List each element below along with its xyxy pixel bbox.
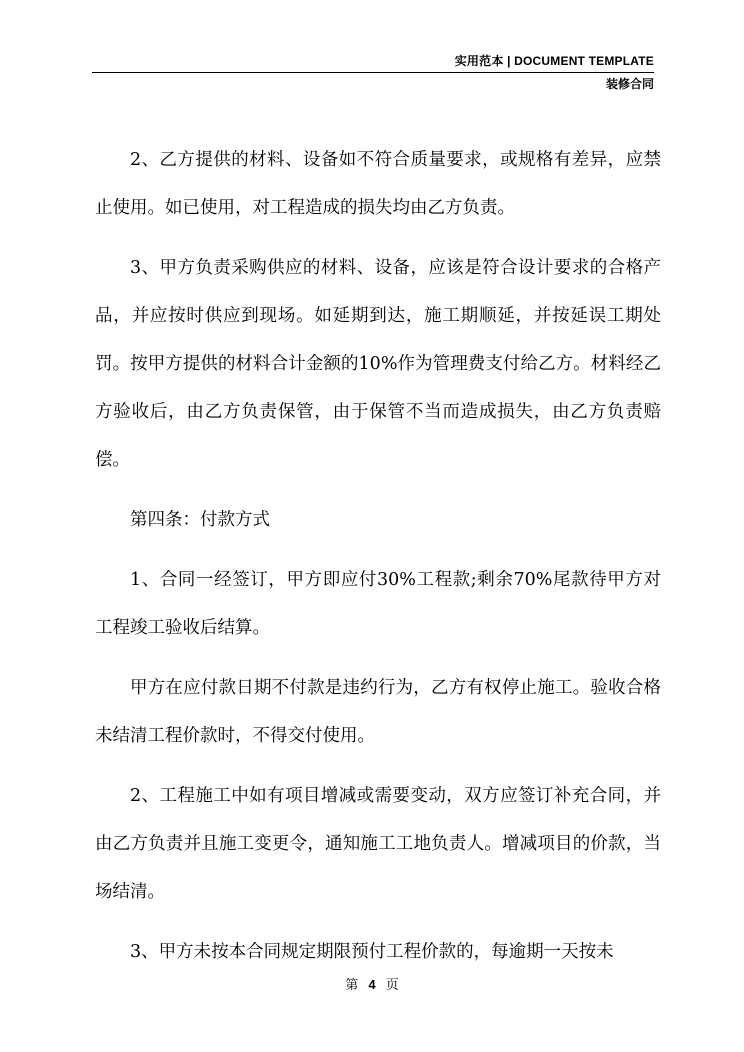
page-header [92,52,654,93]
page-number: 4 [368,977,376,992]
paragraph: 1、合同一经签订，甲方即应付30%工程款;剩余70%尾款待甲方对工程竣工验收后结算。 [95,570,661,638]
document-body [95,136,661,988]
paragraph: 甲方在应付款日期不付款是违约行为，乙方有权停止施工。验收合格未结清工程价款时，不得交付使用。 [95,678,661,746]
page-footer [0,974,744,993]
paragraph: 3、甲方负责采购供应的材料、设备，应该是符合设计要求的合格产品，并应按时供应到现场。如延期到达，施工期顺延，并按延误工期处罚。按甲方提供的材料合计金额的10%作为管理费支付给乙方。材料经乙方验收后，由乙方负责保管，由于保管不当而造成损失，由乙方负责赔偿。 [95,258,661,470]
page-prefix: 第 [345,978,359,993]
paragraph: 2、工程施工中如有项目增减或需要变动，双方应签订补充合同，并由乙方负责并且施工变更令，通知施工工地负责人。增减项目的价款，当场结清。 [95,786,661,902]
paragraph: 3、甲方未按本合同规定期限预付工程价款的，每逾期一天按未 [130,942,614,962]
section-heading: 第四条：付款方式 [130,510,270,530]
paragraph: 2、乙方提供的材料、设备如不符合质量要求，或规格有差异，应禁止使用。如已使用，对工程造成的损失均由乙方负责。 [95,150,661,218]
header-title: 实用范本 | DOCUMENT TEMPLATE [92,52,654,73]
page-suffix: 页 [385,978,399,993]
header-subtitle: 装修合同 [605,77,654,91]
